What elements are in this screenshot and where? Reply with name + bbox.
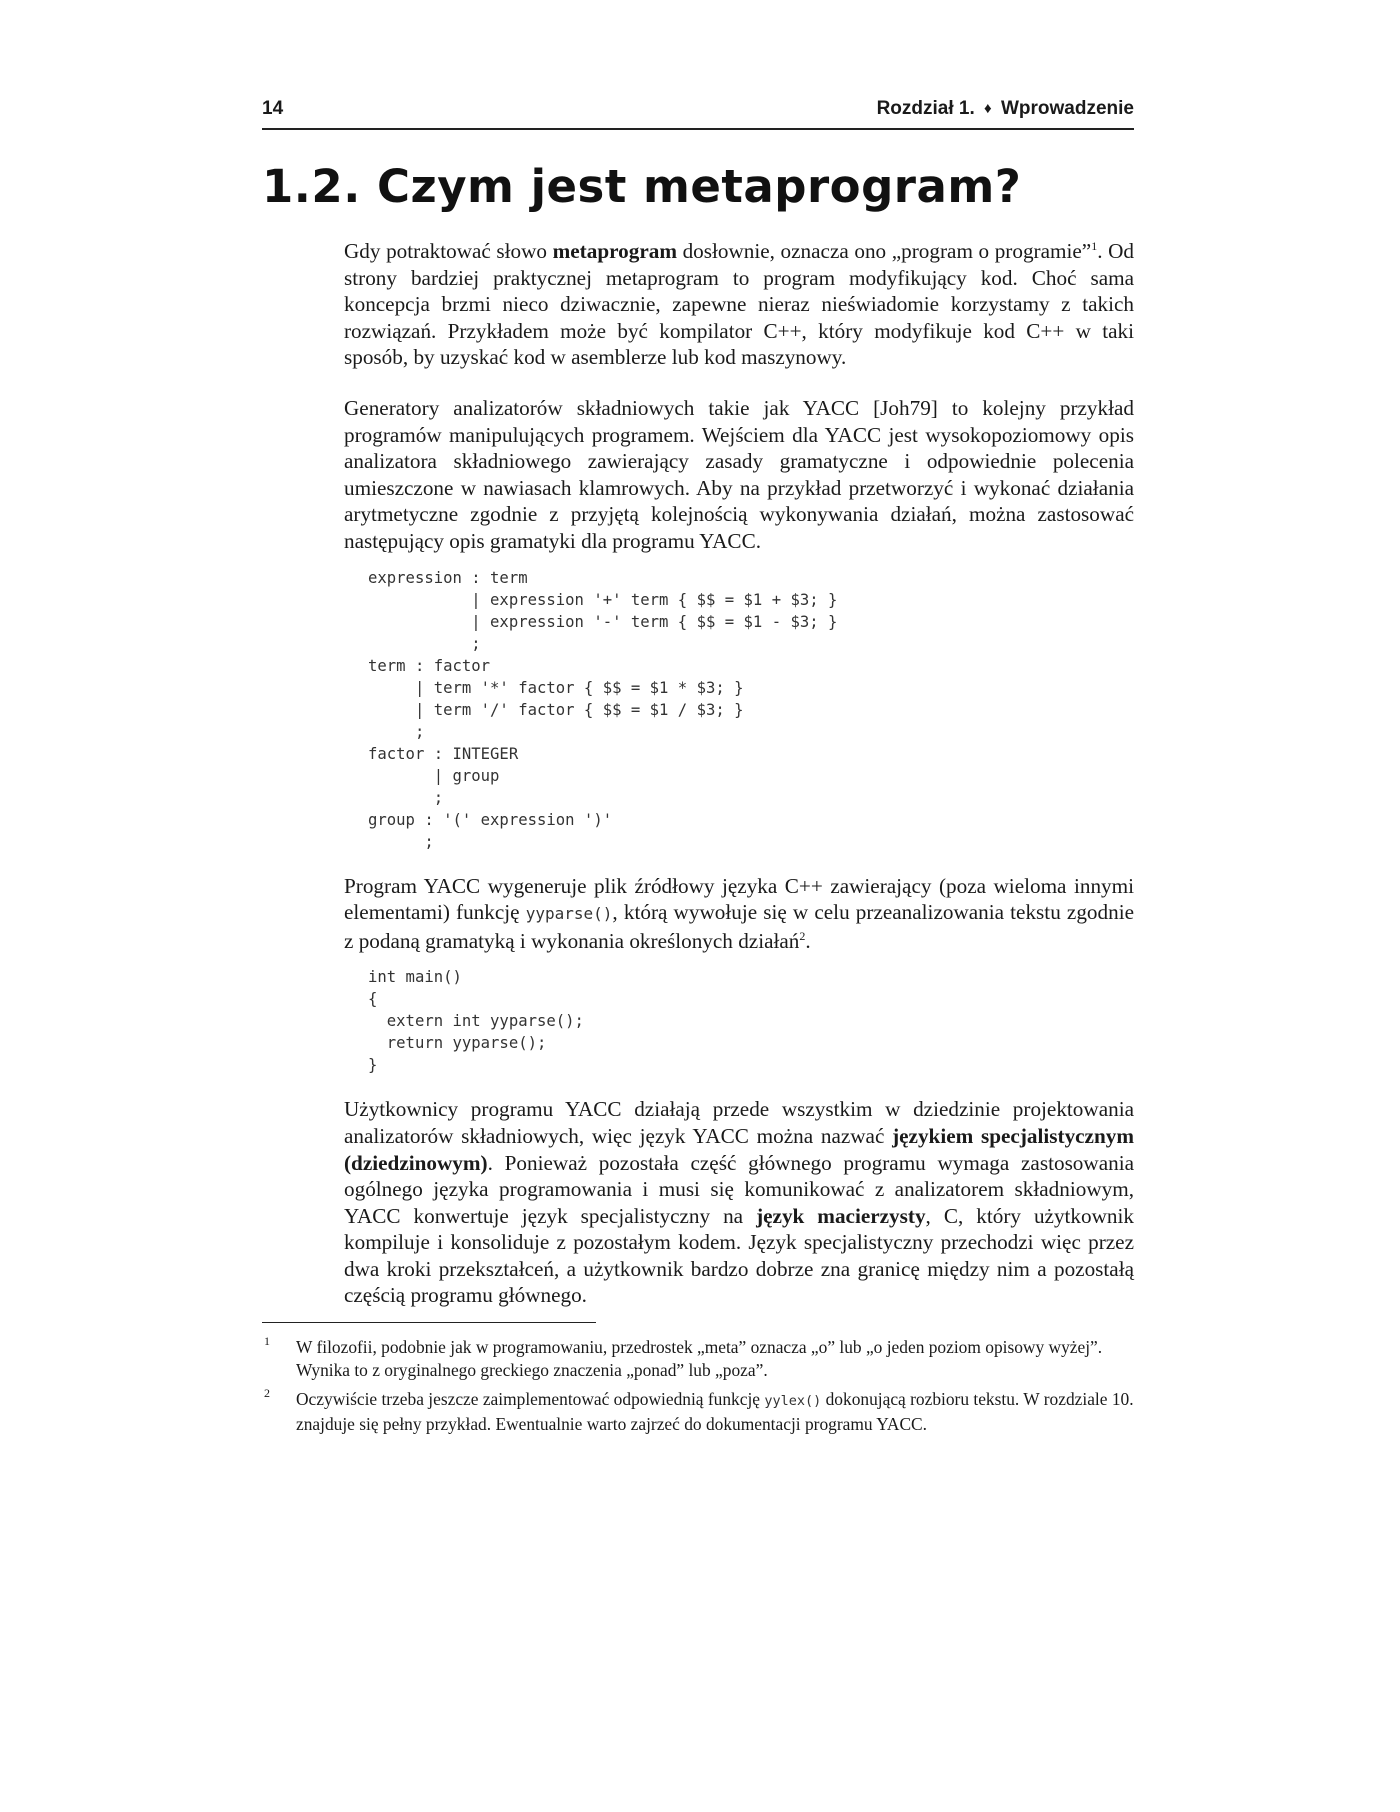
code-block-grammar: expression : term | expression '+' term { $$ = $1 + $3; } | expression '-' term { $$ = $1 - $3; } ; term : factor | term '*' factor { $$ = $1 * $3; } | term '/' factor { $$ = $1 / $3; } ; factor : INTEGER | group ; group : '(' expression ')' ; bbox=[368, 568, 838, 851]
footnotes bbox=[262, 1336, 1142, 1442]
code-block-main: int main() { extern int yyparse(); return yyparse(); } bbox=[368, 968, 584, 1075]
text-run: Program YACC wygeneruje plik źródłowy języka C++ zawierający (poza wieloma innymi elementami) funkcję bbox=[344, 873, 1134, 925]
text-run: , którą wywołuje się w celu przeanalizowania tekstu zgodnie z podaną gramatyką i wykonania określonych działań bbox=[344, 900, 1134, 953]
term-dsl: językiem specjalistycznym (dziedzinowym) bbox=[344, 1123, 1134, 1175]
term-host-language: język macierzysty bbox=[756, 1203, 926, 1228]
text-run: . bbox=[805, 928, 811, 953]
section-title: 1.2. Czym jest metaprogram? bbox=[262, 160, 1022, 213]
footnote-text: W filozofii, podobnie jak w programowaniu, przedrostek „meta” oznacza „o” lub „o jeden poziom opisowy wyżej”. Wynika to z oryginalnego greckiego znaczenia „ponad” lub „poza”. bbox=[296, 1337, 1103, 1380]
footnote-ref-2: 2 bbox=[799, 928, 806, 943]
chapter-heading bbox=[877, 98, 1134, 120]
main-content bbox=[344, 238, 1134, 1309]
text-run: dosłownie, oznacza ono „program o programie” bbox=[676, 239, 1092, 263]
inline-code-yylex: yylex() bbox=[764, 1393, 822, 1409]
text-run: , C, który użytkownik kompiluje i konsoliduje z pozostałym kodem. Język specjalistyczny przechodzi więc przez dwa kroki przekształceń, a użytkownik bardzo dobrze zna granicę między nim a pozostałą częścią programu głównego. bbox=[344, 1203, 1134, 1308]
footnote-text: Oczywiście trzeba jeszcze zaimplementować odpowiednią funkcję bbox=[296, 1389, 765, 1409]
footnote-divider bbox=[262, 1322, 596, 1323]
footnote-ref-1: 1 bbox=[1091, 238, 1098, 253]
footnote-text: dokonującą rozbioru tekstu. W rozdziale 10. znajduje się pełny przykład. Ewentualnie warto zajrzeć do dokumentacji programu YACC. bbox=[296, 1389, 1134, 1434]
footnote-mark: 1 bbox=[264, 1334, 270, 1348]
paragraph-yyparse bbox=[344, 873, 1134, 955]
running-head bbox=[262, 98, 1134, 130]
paragraph-intro bbox=[344, 238, 1134, 371]
term-metaprogram: metaprogram bbox=[552, 239, 677, 263]
paragraph-dsl bbox=[344, 1096, 1134, 1309]
inline-code-yyparse: yyparse() bbox=[525, 904, 613, 924]
text-run: . Od strony bardziej praktycznej metaprogram to program modyfikujący kod. Choć sama koncepcja brzmi nieco dziwacznie, zapewne nieraz nieświadomie korzystamy z takich rozwiązań. Przykładem może być kompilator C++, który modyfikuje kod C++ w taki sposób, by uzyskać kod w asemblerze lub kod maszynowy. bbox=[344, 239, 1134, 370]
text-run: Użytkownicy programu YACC działają przede wszystkim w dziedzinie projektowania analizatorów składniowych, więc język YACC można nazwać bbox=[344, 1097, 1134, 1148]
chapter-label: Rozdział 1. bbox=[876, 98, 975, 119]
page-number: 14 bbox=[262, 98, 284, 119]
paragraph-yacc: Generatory analizatorów składniowych takie jak YACC [Joh79] to kolejny przykład programów manipulujących programem. Wejściem dla YACC jest wysokopoziomowy opis analizatora składniowego zawierający zasady gramatyczne i odpowiednie polecenia umieszczone w nawiasach klamrowych. Aby na przykład przetworzyć i wykonać działania arytmetyczne zgodnie z przyjętą kolejnością wykonywania działań, można zastosować następujący opis gramatyki dla programu YACC. bbox=[344, 395, 1134, 553]
footnote-2 bbox=[262, 1388, 1142, 1436]
diamond-separator-icon: ♦ bbox=[984, 100, 992, 117]
footnote-mark: 2 bbox=[264, 1386, 270, 1400]
chapter-title: Wprowadzenie bbox=[1000, 98, 1134, 119]
text-run: . Ponieważ pozostała część głównego programu wymaga zastosowania ogólnego języka programowania i musi się komunikować z analizatorem składniowym, YACC konwertuje język specjalistyczny na bbox=[344, 1150, 1134, 1228]
text-run: Gdy potraktować słowo bbox=[344, 239, 553, 263]
footnote-1 bbox=[262, 1336, 1142, 1382]
